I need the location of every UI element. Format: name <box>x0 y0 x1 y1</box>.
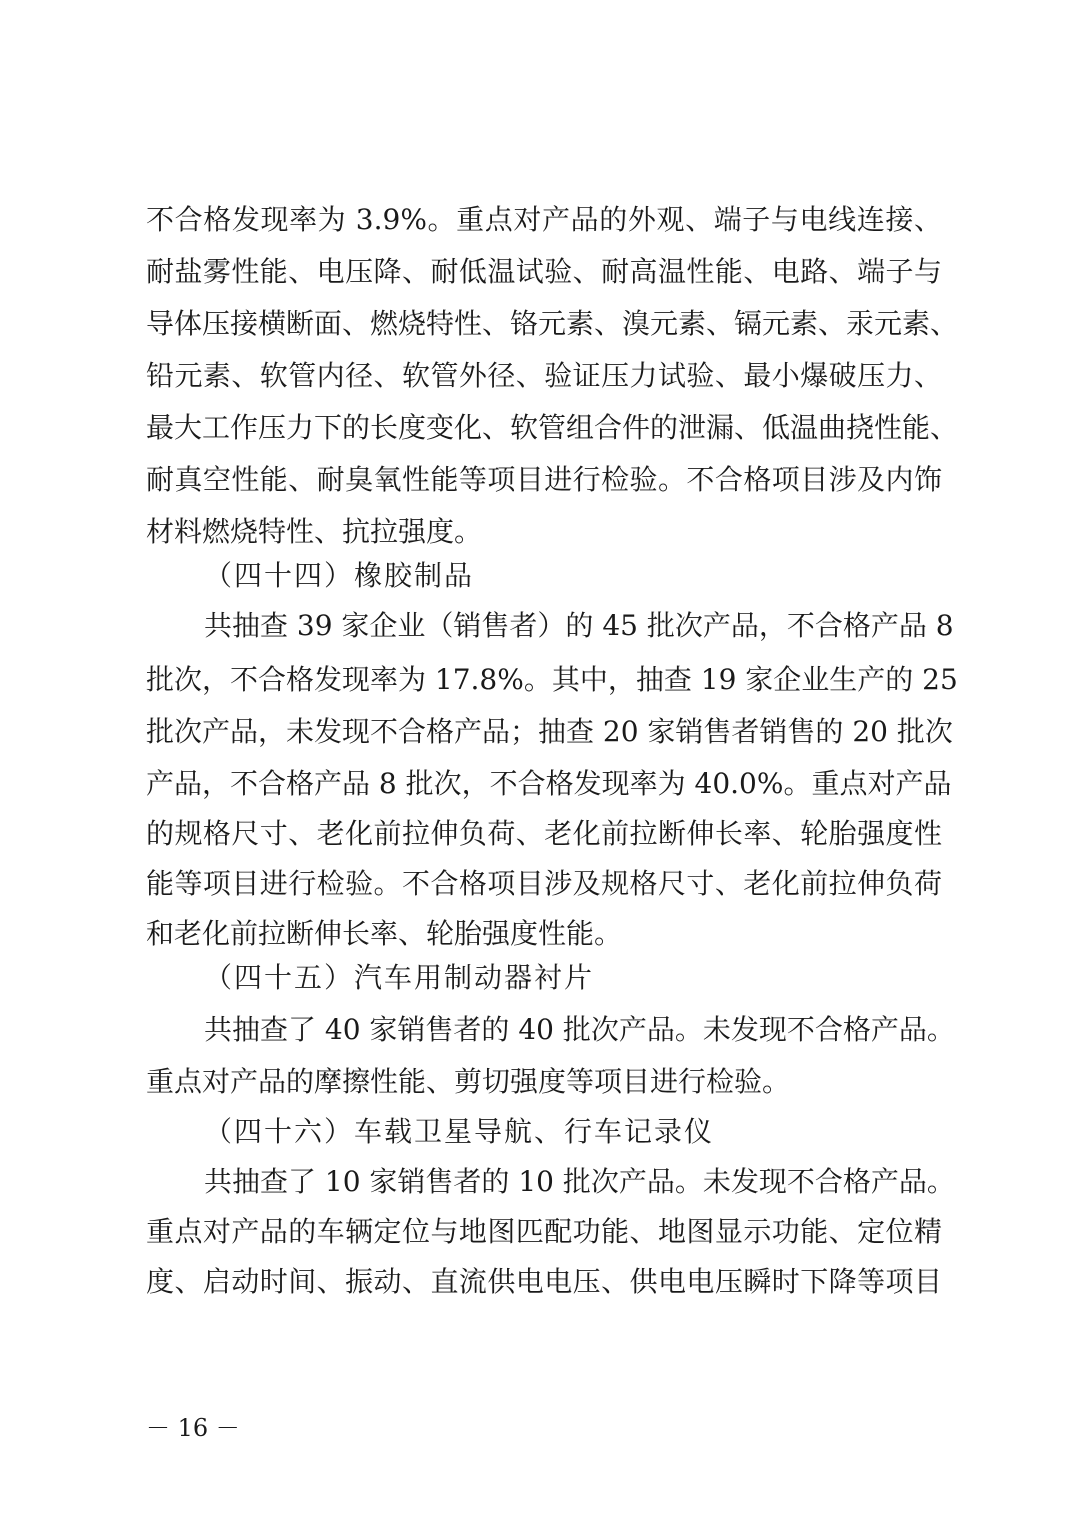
paragraph-line: 共抽查了 10 家销售者的 10 批次产品。未发现不合格产品。 <box>204 1165 955 1198</box>
paragraph-line: 不合格发现率为 3.9%。重点对产品的外观、端子与电线连接、 <box>146 203 942 236</box>
paragraph-line: 度、启动时间、振动、直流供电电压、供电电压瞬时下降等项目 <box>146 1265 942 1298</box>
paragraph-line: 铅元素、软管内径、软管外径、验证压力试验、最小爆破压力、 <box>146 359 942 392</box>
paragraph-line: 批次，不合格发现率为 17.8%。其中，抽查 19 家企业生产的 25 <box>146 663 958 696</box>
paragraph-line: 重点对产品的摩擦性能、剪切强度等项目进行检验。 <box>146 1065 791 1098</box>
paragraph-line: 能等项目进行检验。不合格项目涉及规格尺寸、老化前拉伸负荷 <box>146 867 942 900</box>
paragraph-line: 和老化前拉断伸长率、轮胎强度性能。 <box>146 917 623 950</box>
page-number: － 16 － <box>146 1414 240 1442</box>
paragraph-line: 重点对产品的车辆定位与地图匹配功能、地图显示功能、定位精 <box>146 1215 942 1248</box>
section-heading-44: （四十四）橡胶制品 <box>204 559 475 592</box>
paragraph-line: 批次产品，未发现不合格产品；抽查 20 家销售者销售的 20 批次 <box>146 715 953 748</box>
paragraph-line: 耐真空性能、耐臭氧性能等项目进行检验。不合格项目涉及内饰 <box>146 463 942 496</box>
paragraph-line: 共抽查 39 家企业（销售者）的 45 批次产品，不合格产品 8 <box>204 609 954 642</box>
paragraph-line: 耐盐雾性能、电压降、耐低温试验、耐高温性能、电路、端子与 <box>146 255 942 288</box>
paragraph-line: 产品，不合格产品 8 批次，不合格发现率为 40.0%。重点对产品 <box>146 767 952 800</box>
paragraph-line: 导体压接横断面、燃烧特性、铬元素、溴元素、镉元素、汞元素、 <box>146 307 959 340</box>
section-heading-45: （四十五）汽车用制动器衬片 <box>204 961 595 994</box>
paragraph-line: 的规格尺寸、老化前拉伸负荷、老化前拉断伸长率、轮胎强度性 <box>146 817 942 850</box>
paragraph-line: 材料燃烧特性、抗拉强度。 <box>146 515 483 548</box>
section-heading-46: （四十六）车载卫星导航、行车记录仪 <box>204 1115 715 1148</box>
paragraph-line: 共抽查了 40 家销售者的 40 批次产品。未发现不合格产品。 <box>204 1013 955 1046</box>
paragraph-line: 最大工作压力下的长度变化、软管组合件的泄漏、低温曲挠性能、 <box>146 411 959 444</box>
